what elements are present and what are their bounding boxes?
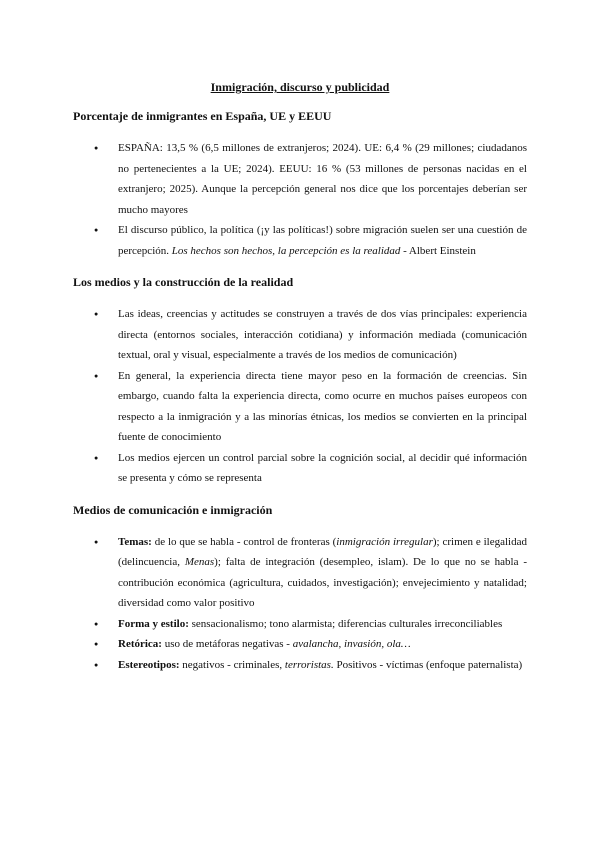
item-text: sensacionalismo; tono alarmista; diferencias culturales irreconciliables [188, 617, 503, 630]
item-italic: avalancha, invasión, ola… [292, 638, 411, 650]
item-text: El discurso público, la política (¡y las políticas!) sobre migración suelen ser una cuestión de percepción. [118, 224, 527, 257]
section-heading-media-immigration: Medios de comunicación e inmigración [73, 502, 273, 517]
bullet-list-media-immigration [73, 532, 527, 676]
item-label: Estereotipos: [118, 658, 180, 671]
item-italic: inmigración irregular [336, 535, 433, 548]
item-text: negativos - criminales, [179, 658, 285, 671]
section-heading-percentages: Porcentaje de inmigrantes en España, UE y EEUU [73, 109, 332, 123]
bullet-list-media-reality [73, 304, 527, 489]
item-text: Las ideas, creencias y actitudes se construyen a través de dos vías principales: experiencia directa (entornos sociales, interacción cotidiana) y información mediada (comunicación textual, oral y visual, especialmente a través de los medios de comunicación) [118, 308, 527, 361]
item-text: Los medios ejercen un control parcial sobre la cognición social, al decidir qué información se presenta y cómo se representa [118, 451, 527, 484]
item-text: de lo que se habla - control de fronteras ( [151, 535, 337, 548]
section-heading-media-reality: Los medios y la construcción de la realidad [73, 275, 294, 289]
item-text: En general, la experiencia directa tiene mayor peso en la formación de creencias. Sin embargo, cuando falta la experiencia directa, como ocurre en muchos países europeos con respecto a la inmigración y a las minorías étnicas, los medios se convierten en la principal fuente de conocimiento [118, 369, 527, 443]
list-item [118, 366, 527, 448]
bullet-list-percentages [73, 138, 527, 261]
item-italic: Menas [184, 556, 215, 568]
item-text: uso de metáforas negativas - [161, 638, 293, 650]
item-text: ); falta de integración (desempleo, islam). De lo que no se habla - contribución económica (agricultura, cuidados, investigación); envejecimiento y natalidad; diversidad como valor positivo [118, 556, 527, 609]
list-item [118, 448, 527, 489]
list-item [118, 634, 527, 655]
item-italic: terroristas. [284, 658, 334, 671]
list-item [118, 220, 527, 261]
list-item [118, 304, 527, 366]
item-label: Retórica: [118, 638, 162, 650]
list-item [118, 532, 527, 614]
item-text: ESPAÑA: 13,5 % (6,5 millones de extranjeros; 2024). UE: 6,4 % (29 millones; ciudadanos no pertenecientes a la UE; 2024). EEUU: 16 % (53 millones de personas nacidas en el extranjero; 2025). Aunque la percepción general nos dice que los porcentajes deberían ser mucho mayores [118, 142, 527, 216]
document-title: Inmigración, discurso y publicidad [210, 80, 390, 94]
list-item [118, 614, 527, 635]
quote-attribution: - Albert Einstein [400, 244, 476, 257]
item-text: ); crimen e ilegalidad (delincuencia, [118, 535, 527, 568]
item-text: Positivos - víctimas (enfoque paternalista) [333, 658, 523, 671]
einstein-quote: Los hechos son hechos, la percepción es la realidad [171, 244, 401, 257]
item-label: Temas: [118, 535, 152, 548]
list-item [118, 655, 527, 676]
list-item [118, 138, 527, 220]
item-label: Forma y estilo: [118, 617, 189, 630]
